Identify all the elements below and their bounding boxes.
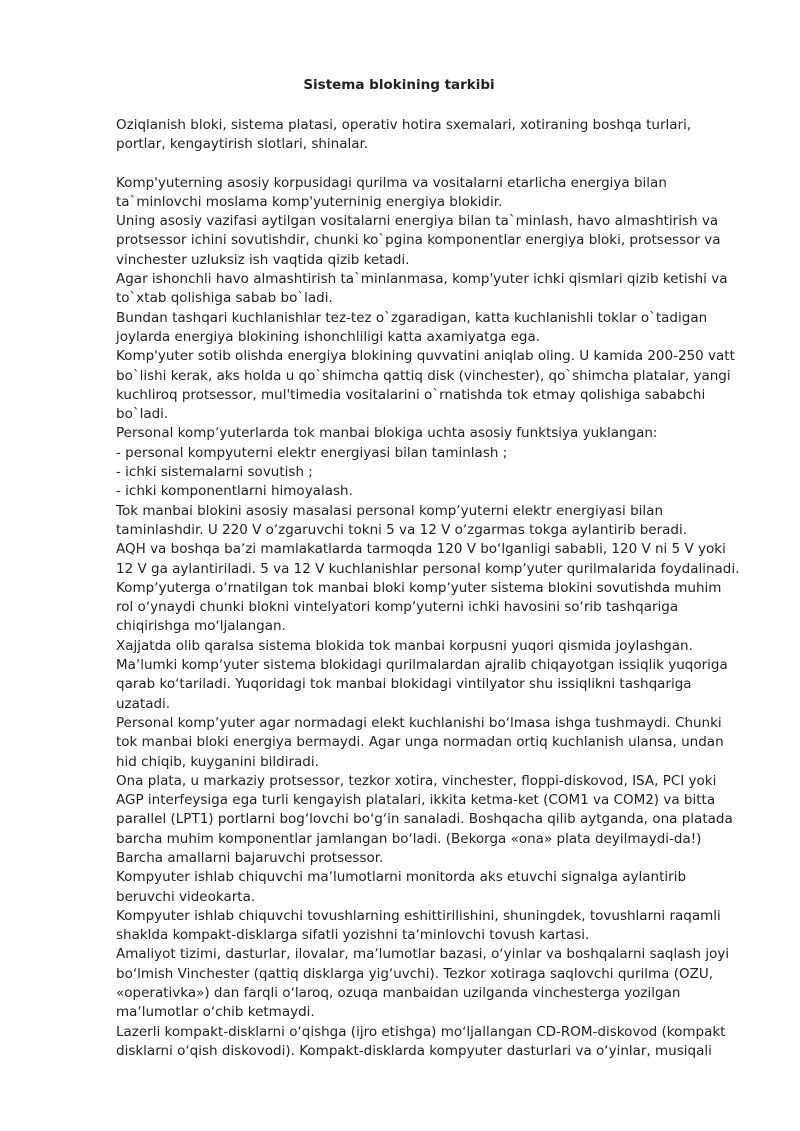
paragraph: Kompyuter ishlab chiquvchi maʼlumotlarni monitorda aks etuvchi signalga aylantirib beruvchi videokarta.	[116, 869, 687, 905]
body-text	[116, 174, 742, 1062]
list-item: - ichki komponentlarni himoyalash.	[116, 483, 353, 500]
paragraph: Kompyuter ishlab chiquvchi tovushlarning eshittirilishini, shuningdek, tovushlarni raqamli shaklda kompakt-disklarga sifatli yozishni taʼminlovchi tovush kartasi.	[116, 907, 721, 944]
paragraph: Tok manbai blokini asosiy masalasi personal kompʼyuterni elektr energiyasi bilan taminlashdir. U 220 V oʼzgaruvchi tokni 5 va 12 V oʼzgarmas tokga aylantirib beradi.	[116, 502, 688, 538]
paragraph: Ona plata, u markaziy protsessor, tezkor xotira, vinchester, floppi-diskovod, ISA, PCI yoki AGP interfeysiga ega turli kengayish platalari, ikkita ketma-ket (COM1 va COM2) va bitta parallel (LPT1) portlarni bogʻlovchi boʻgʻin sanaladi. Boshqacha qilib aytganda, ona platada barcha muhim komponentlar jamlangan boʻladi. (Bekorga «ona» plata deyilmaydi-da!)	[116, 772, 733, 847]
document-title: Sistema blokining tarkibi	[303, 77, 495, 93]
paragraph: AQH va boshqa baʼzi mamlakatlarda tarmoqda 120 V boʻlganligi sababli, 120 V ni 5 V yoki 12 V ga aylantiriladi. 5 va 12 V kuchlanishlar personal kompʼyuter qurilmalarida foydalinadi.	[116, 541, 740, 577]
paragraph: Komp'yuter sotib olishda energiya blokining quvvatini aniqlab oling. U kamida 200-250 vatt bo`lishi kerak, aks holda u qo`shimcha qattiq disk (vinchester), qo`shimcha platalar, yangi kuchliroq protsessor, mul'timedia vositalarini o`rnatishda tok etmay qolishiga sababchi bo`ladi.	[116, 348, 735, 423]
paragraph: Xajjatda olib qaralsa sistema blokida tok manbai korpusni yuqori qismida joylashgan. Maʼlumki kompʼyuter sistema blokidagi qurilmalardan ajralib chiqayotgan issiqlik yuqoriga qarab koʻtariladi. Yuqoridagi tok manbai blokidagi vintilyator shu issiqlikni tashqariga uzatadi.	[116, 637, 728, 712]
intro-paragraph: Oziqlanish bloki, sistema platasi, operativ hotira sxemalari, xotiraning boshqa turlari, portlar, kengaytirish slotlari, shinalar.	[116, 117, 692, 153]
paragraph: Uning asosiy vazifasi aytilgan vositalarni energiya bilan ta`minlash, havo almashtirish va protsessor ichini sovutishdir, chunki ko`pgina komponentlar energiya bloki, protsessor va vinchester uzluksiz ish vaqtida qizib ketadi.	[116, 213, 721, 268]
paragraph: Personal kompʼyuter agar normadagi elekt kuchlanishi boʻlmasa ishga tushmaydi. Chunki tok manbai bloki energiya bermaydi. Agar unga normadan ortiq kuchlanish ulansa, undan hid chiqib, kuyganini bildiradi.	[116, 714, 724, 770]
paragraph: Barcha amallarni bajaruvchi protsessor.	[116, 849, 384, 866]
paragraph: Komp'yuterning asosiy korpusidagi qurilma va vositalarni etarlicha energiya bilan ta`minlovchi moslama komp'yuterninig energiya blokidir.	[116, 174, 667, 210]
paragraph: Personal kompʼyuterlarda tok manbai blokiga uchta asosiy funktsiya yuklangan:	[116, 425, 658, 442]
paragraph: Lazerli kompakt-disklarni oʻqishga (ijro etishga) moʻljallangan CD-ROM-diskovod (kompakt disklarni oʻqish diskovodi). Kompakt-disklarda kompyuter dasturlari va oʻyinlar, musiqali	[116, 1023, 726, 1059]
paragraph: Amaliyot tizimi, dasturlar, ilovalar, maʼlumotlar bazasi, oʻyinlar va boshqalarni saqlash joyi boʻlmish Vinchester (qattiq disklarga yigʻuvchi). Tezkor xotiraga saqlovchi qurilma (OZU, «operativka») dan farqli oʻlaroq, ozuqa manbaidan uzilganda vinchesterga yozilgan maʼlumotlar oʻchib ketmaydi.	[116, 946, 730, 1021]
list-item: - ichki sistemalarni sovutish ;	[116, 464, 313, 481]
paragraph: Bundan tashqari kuchlanishlar tez-tez o`zgaradigan, katta kuchlanishli toklar o`tadigan joylarda energiya blokining ishonchliligi katta axamiyatga ega.	[116, 309, 708, 345]
paragraph: Agar ishonchli havo almashtirish ta`minlanmasa, komp'yuter ichki qismlari qizib ketishi va to`xtab qolishiga sabab bo`ladi.	[116, 271, 728, 307]
paragraph: Kompʼyuterga oʼrnatilgan tok manbai bloki kompʼyuter sistema blokini sovutishda muhim rol oʻynaydi chunki blokni vintelyatori kompʼyuterni ichki havosini soʻrib tashqariga chiqirishga moʻljalangan.	[116, 579, 722, 635]
list-item: - personal kompyuterni elektr energiyasi bilan taminlash ;	[116, 444, 508, 461]
